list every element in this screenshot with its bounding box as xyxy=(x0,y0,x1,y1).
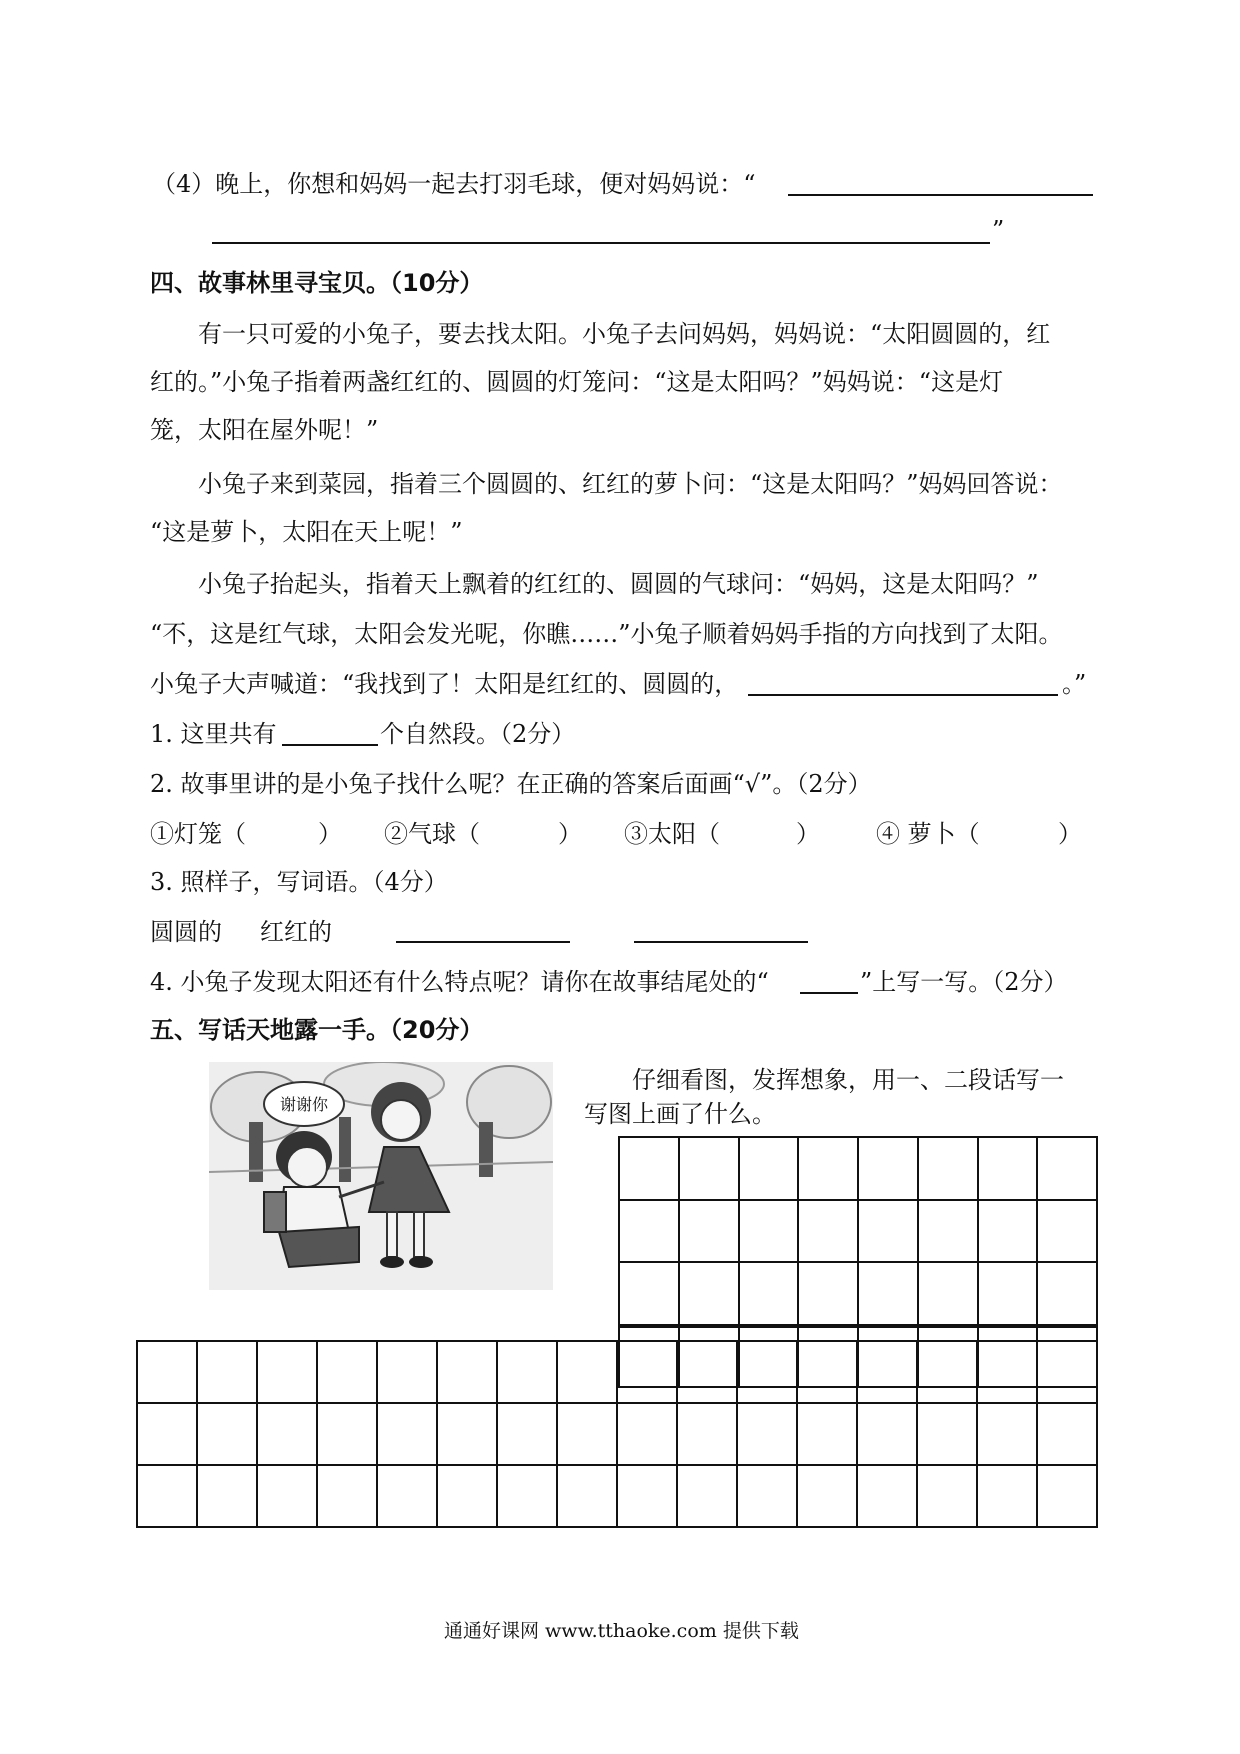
grid-cell[interactable] xyxy=(738,1466,798,1528)
grid-cell[interactable] xyxy=(558,1404,618,1466)
word-blank xyxy=(634,941,808,943)
story-last-line: 小兔子大声喊道：“我找到了！太阳是红红的、圆圆的， xyxy=(150,670,739,698)
option-2: ②气球（ xyxy=(384,820,480,848)
grid-cell[interactable] xyxy=(498,1404,558,1466)
story-last-line-end: 。” xyxy=(1062,670,1087,698)
grid-cell[interactable] xyxy=(678,1466,738,1528)
answer-line xyxy=(212,242,990,244)
grid-cell[interactable] xyxy=(618,1342,678,1404)
grid-cell[interactable] xyxy=(678,1404,738,1466)
grid-cell[interactable] xyxy=(978,1342,1038,1404)
grid-cell[interactable] xyxy=(198,1342,258,1404)
grid-cell[interactable] xyxy=(1038,1342,1098,1404)
option-4: ④ 萝卜（ xyxy=(876,820,980,848)
option-close: ） xyxy=(1058,820,1082,848)
option-close: ） xyxy=(558,820,582,848)
grid-cell[interactable] xyxy=(1038,1138,1098,1201)
grid-cell[interactable] xyxy=(979,1138,1039,1201)
grid-cell[interactable] xyxy=(738,1342,798,1404)
q3-text: 3. 照样子，写词语。（4分） xyxy=(150,868,448,896)
section5-heading: 五、写话天地露一手。（20分） xyxy=(150,1016,484,1044)
story-line: 小兔子抬起头，指着天上飘着的红红的、圆圆的气球问：“妈妈，这是太阳吗？” xyxy=(198,570,1039,598)
grid-cell[interactable] xyxy=(438,1466,498,1528)
grid-cell[interactable] xyxy=(318,1404,378,1466)
grid-cell[interactable] xyxy=(859,1263,919,1326)
grid-cell[interactable] xyxy=(198,1404,258,1466)
option-close: ） xyxy=(796,820,820,848)
grid-cell[interactable] xyxy=(620,1138,680,1201)
grid-cell[interactable] xyxy=(258,1342,318,1404)
grid-cell[interactable] xyxy=(258,1466,318,1528)
grid-cell[interactable] xyxy=(318,1466,378,1528)
answer-line xyxy=(788,194,1093,196)
speech-bubble-text: 谢谢你 xyxy=(279,1095,329,1114)
illustration-two-children xyxy=(209,1062,553,1290)
grid-cell[interactable] xyxy=(859,1201,919,1264)
q2-text: 2. 故事里讲的是小兔子找什么呢？在正确的答案后面画“√”。（2分） xyxy=(150,770,872,798)
grid-cell[interactable] xyxy=(1038,1466,1098,1528)
writing-grid-lower[interactable] xyxy=(136,1340,1098,1528)
grid-cell[interactable] xyxy=(918,1342,978,1404)
option-1: ①灯笼（ xyxy=(150,820,246,848)
grid-cell[interactable] xyxy=(618,1404,678,1466)
grid-cell[interactable] xyxy=(318,1342,378,1404)
q1-blank xyxy=(282,744,378,746)
grid-cell[interactable] xyxy=(620,1201,680,1264)
q1-start: 1. 这里共有 xyxy=(150,720,277,748)
word-blank xyxy=(396,941,570,943)
grid-cell[interactable] xyxy=(1038,1201,1098,1264)
option-close: ） xyxy=(318,820,342,848)
grid-cell[interactable] xyxy=(858,1404,918,1466)
grid-cell[interactable] xyxy=(978,1466,1038,1528)
story-line: “不，这是红气球，太阳会发光呢，你瞧……”小兔子顺着妈妈手指的方向找到了太阳。 xyxy=(150,620,1063,648)
footer-text: 通通好课网 www.tthaoke.com 提供下载 xyxy=(444,1620,799,1642)
grid-cell[interactable] xyxy=(498,1466,558,1528)
story-line: 有一只可爱的小兔子，要去找太阳。小兔子去问妈妈，妈妈说：“太阳圆圆的，红 xyxy=(198,320,1051,348)
story-line: 小兔子来到菜园，指着三个圆圆的、红红的萝卜问：“这是太阳吗？”妈妈回答说： xyxy=(198,470,1063,498)
answer-line xyxy=(748,694,1058,696)
grid-cell[interactable] xyxy=(919,1138,979,1201)
grid-cell[interactable] xyxy=(979,1263,1039,1326)
grid-cell[interactable] xyxy=(919,1263,979,1326)
q1-end: 个自然段。（2分） xyxy=(380,720,576,748)
q3-example1: 圆圆的 xyxy=(150,918,222,946)
grid-cell[interactable] xyxy=(798,1404,858,1466)
writing-prompt-line: 仔细看图，发挥想象，用一、二段话写一 xyxy=(632,1066,1064,1094)
grid-cell[interactable] xyxy=(859,1138,919,1201)
grid-cell[interactable] xyxy=(798,1342,858,1404)
grid-cell[interactable] xyxy=(678,1342,738,1404)
q3-example2: 红红的 xyxy=(260,918,332,946)
grid-cell[interactable] xyxy=(378,1342,438,1404)
grid-cell[interactable] xyxy=(438,1404,498,1466)
grid-cell[interactable] xyxy=(1038,1404,1098,1466)
story-line: 红的。”小兔子指着两盏红红的、圆圆的灯笼问：“这是太阳吗？”妈妈说：“这是灯 xyxy=(150,368,1004,396)
close-quote: ” xyxy=(992,216,1005,244)
grid-cell[interactable] xyxy=(680,1263,740,1326)
grid-cell[interactable] xyxy=(138,1404,198,1466)
grid-cell[interactable] xyxy=(618,1466,678,1528)
grid-cell[interactable] xyxy=(858,1466,918,1528)
option-3: ③太阳（ xyxy=(624,820,720,848)
grid-cell[interactable] xyxy=(918,1404,978,1466)
grid-cell[interactable] xyxy=(558,1342,618,1404)
grid-cell[interactable] xyxy=(978,1404,1038,1466)
grid-cell[interactable] xyxy=(798,1466,858,1528)
grid-cell[interactable] xyxy=(498,1342,558,1404)
section4-heading: 四、故事林里寻宝贝。（10分） xyxy=(150,269,484,297)
grid-cell[interactable] xyxy=(799,1201,859,1264)
grid-cell[interactable] xyxy=(438,1342,498,1404)
grid-cell[interactable] xyxy=(378,1466,438,1528)
grid-cell[interactable] xyxy=(738,1404,798,1466)
grid-cell[interactable] xyxy=(799,1138,859,1201)
grid-cell[interactable] xyxy=(138,1466,198,1528)
grid-cell[interactable] xyxy=(680,1138,740,1201)
grid-cell[interactable] xyxy=(620,1263,680,1326)
q3-4-text: （4）晚上，你想和妈妈一起去打羽毛球，便对妈妈说：“ xyxy=(152,170,756,198)
grid-cell[interactable] xyxy=(740,1138,800,1201)
q4-end: ”上写一写。（2分） xyxy=(860,968,1068,996)
story-line: 笼，太阳在屋外呢！” xyxy=(150,416,379,444)
writing-prompt-line: 写图上画了什么。 xyxy=(584,1100,776,1128)
grid-cell[interactable] xyxy=(1038,1263,1098,1326)
grid-divider xyxy=(618,1326,1098,1328)
grid-cell[interactable] xyxy=(198,1466,258,1528)
grid-cell[interactable] xyxy=(680,1201,740,1264)
grid-cell[interactable] xyxy=(919,1201,979,1264)
grid-cell[interactable] xyxy=(979,1201,1039,1264)
grid-cell[interactable] xyxy=(258,1404,318,1466)
grid-cell[interactable] xyxy=(799,1263,859,1326)
q4-blank xyxy=(800,992,858,994)
grid-cell[interactable] xyxy=(558,1466,618,1528)
grid-cell[interactable] xyxy=(138,1342,198,1404)
grid-cell[interactable] xyxy=(378,1404,438,1466)
grid-cell[interactable] xyxy=(740,1263,800,1326)
story-line: “这是萝卜，太阳在天上呢！” xyxy=(150,518,463,546)
grid-cell[interactable] xyxy=(740,1201,800,1264)
grid-cell[interactable] xyxy=(918,1466,978,1528)
illustration-drawing xyxy=(209,1062,553,1290)
q4-start: 4. 小兔子发现太阳还有什么特点呢？请你在故事结尾处的“ xyxy=(150,968,769,996)
grid-cell[interactable] xyxy=(858,1342,918,1404)
